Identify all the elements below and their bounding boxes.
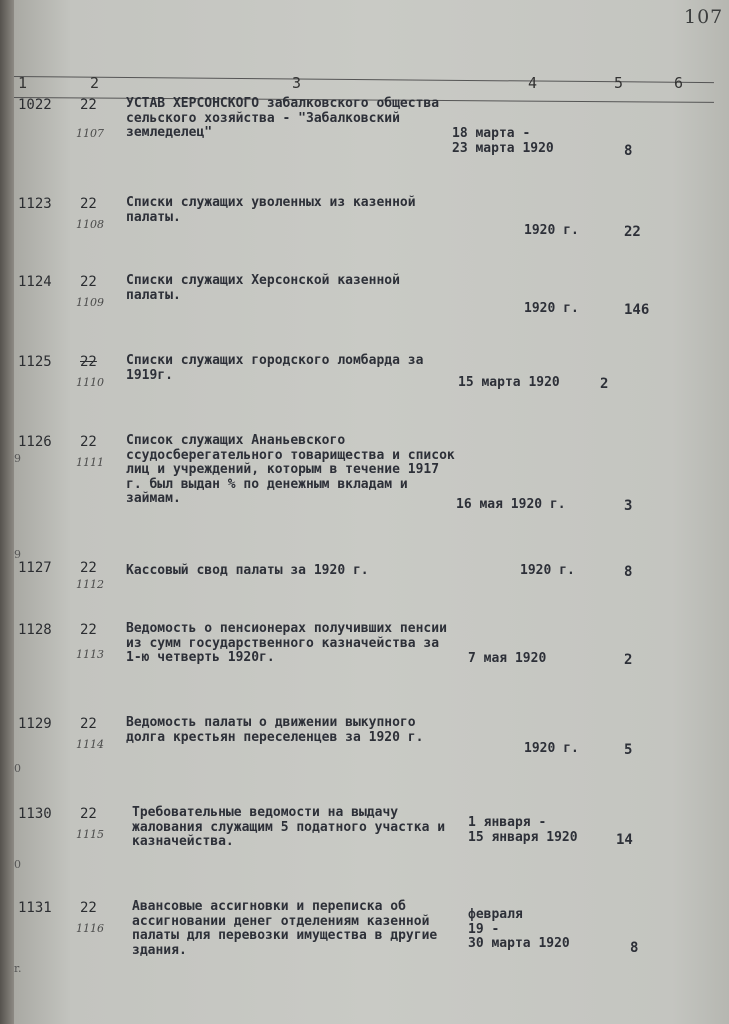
margin-mark: 9 xyxy=(14,452,21,465)
record-date: февраля 19 - 30 марта 1920 xyxy=(468,907,570,951)
archive-inventory-page xyxy=(14,0,729,1024)
book-binding xyxy=(0,0,14,1024)
record-title: Требовательные ведомости на выдачу жалования служащим 5 податного участка и казначейства. xyxy=(132,805,446,849)
handwritten-number: 1116 xyxy=(76,922,104,935)
sheet-count: 5 xyxy=(624,742,633,758)
record-number: 1128 xyxy=(18,622,52,638)
handwritten-number: 1111 xyxy=(76,456,104,469)
margin-mark: 0 xyxy=(14,858,21,871)
record-title: Ведомость палаты о движении выкупного долга крестьян переселенцев за 1920 г. xyxy=(126,715,424,745)
fond-number: 22 xyxy=(80,274,97,290)
handwritten-number: 1114 xyxy=(76,738,104,751)
fond-number: 22 xyxy=(80,806,97,822)
record-number: 1124 xyxy=(18,274,52,290)
record-number: 1022 xyxy=(18,97,52,113)
record-number: 1123 xyxy=(18,196,52,212)
record-date: 1920 г. xyxy=(524,223,579,238)
fond-number: 22 xyxy=(80,716,97,732)
column-header-6: 6 xyxy=(674,74,684,92)
record-number: 1130 xyxy=(18,806,52,822)
page-number: 107 xyxy=(684,6,724,28)
handwritten-number: 1113 xyxy=(76,648,104,661)
sheet-count: 8 xyxy=(624,143,633,159)
record-number: 1127 xyxy=(18,560,52,576)
sheet-count: 2 xyxy=(624,652,633,668)
header-rule-top xyxy=(14,76,714,83)
record-title: Список служащих Ананьевского ссудосберегательного товарищества и список лиц и учреждений, которым в течение 1917 г. был выдан % по денежным вкладам и займам. xyxy=(126,433,455,506)
column-header-2: 2 xyxy=(90,74,100,92)
record-title: Авансовые ассигновки и переписка об ассигновании денег отделениям казенной палаты для перевозки имущества в другие здания. xyxy=(132,899,438,958)
margin-mark: 9 xyxy=(14,548,21,561)
margin-mark: 0 xyxy=(14,762,21,775)
record-title: Списки служащих уволенных из казенной палаты. xyxy=(126,195,416,225)
column-header-5: 5 xyxy=(614,74,624,92)
fond-number: 22 xyxy=(80,622,97,638)
fond-number: 22 xyxy=(80,196,97,212)
record-date: 1920 г. xyxy=(524,301,579,316)
record-date: 1920 г. xyxy=(520,563,575,578)
handwritten-number: 1112 xyxy=(76,578,104,591)
record-title: Списки служащих Херсонской казенной палаты. xyxy=(126,273,400,303)
margin-mark: r. xyxy=(14,962,22,975)
sheet-count: 146 xyxy=(624,302,650,318)
record-title: Списки служащих городского ломбарда за 1919г. xyxy=(126,353,424,383)
record-date: 15 марта 1920 xyxy=(458,375,560,390)
sheet-count: 2 xyxy=(600,376,609,392)
fond-number: 22 xyxy=(80,97,97,113)
fond-number: 22 xyxy=(80,354,97,370)
handwritten-number: 1115 xyxy=(76,828,104,841)
record-title: УСТАВ ХЕРСОНСКОГО забалковского общества сельского хозяйства - "Забалковский земледелец" xyxy=(126,96,440,140)
record-title: Кассовый свод палаты за 1920 г. xyxy=(126,563,369,578)
fond-number: 22 xyxy=(80,434,97,450)
sheet-count: 8 xyxy=(624,564,633,580)
record-date: 1920 г. xyxy=(524,741,579,756)
record-number: 1125 xyxy=(18,354,52,370)
handwritten-number: 1110 xyxy=(76,376,104,389)
handwritten-number: 1109 xyxy=(76,296,104,309)
fond-number: 22 xyxy=(80,560,97,576)
sheet-count: 8 xyxy=(630,940,639,956)
handwritten-number: 1107 xyxy=(76,127,104,140)
record-number: 1129 xyxy=(18,716,52,732)
column-header-3: 3 xyxy=(292,74,302,92)
record-title: Ведомость о пенсионерах получивших пенсии из сумм государственного казначейства за 1-ю четверть 1920г. xyxy=(126,621,447,665)
sheet-count: 22 xyxy=(624,224,641,240)
sheet-count: 3 xyxy=(624,498,633,514)
column-header-1: 1 xyxy=(18,74,28,92)
record-date: 7 мая 1920 xyxy=(468,651,547,666)
handwritten-number: 1108 xyxy=(76,218,104,231)
record-number: 1126 xyxy=(18,434,52,450)
record-number: 1131 xyxy=(18,900,52,916)
fond-number: 22 xyxy=(80,900,97,916)
sheet-count: 14 xyxy=(616,832,633,848)
record-date: 1 января - 15 января 1920 xyxy=(468,815,578,845)
column-header-4: 4 xyxy=(528,74,538,92)
record-date: 16 мая 1920 г. xyxy=(456,497,566,512)
record-date: 18 марта - 23 марта 1920 xyxy=(452,126,554,156)
